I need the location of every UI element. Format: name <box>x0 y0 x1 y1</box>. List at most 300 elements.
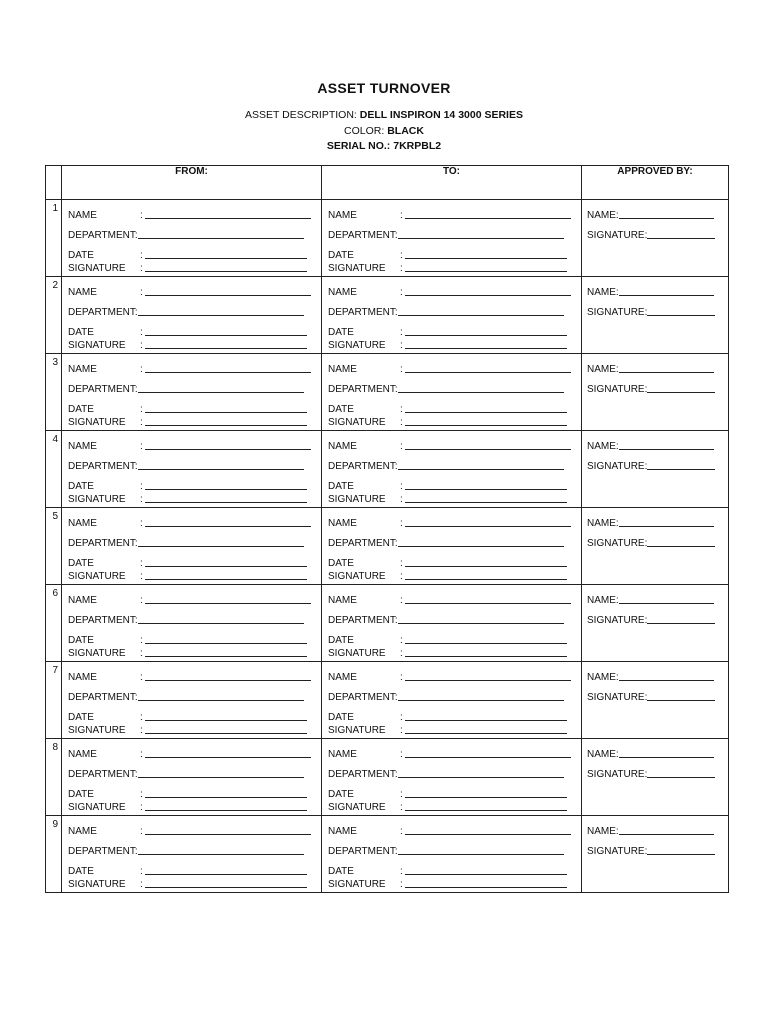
name-label: NAME <box>328 672 357 683</box>
asset-description-label: ASSET DESCRIPTION: <box>245 109 357 121</box>
blank-line[interactable] <box>145 488 307 490</box>
blank-line[interactable] <box>145 719 307 721</box>
approver-signature-label: SIGNATURE: <box>587 769 648 780</box>
blank-line[interactable] <box>405 719 567 721</box>
department-label: DEPARTMENT: <box>328 769 398 780</box>
blank-line[interactable] <box>398 776 564 778</box>
colon: : <box>400 802 403 813</box>
from-cell <box>62 354 322 431</box>
date-label: DATE <box>68 866 94 877</box>
blank-line[interactable] <box>145 347 307 349</box>
approver-signature-field[interactable] <box>582 837 728 857</box>
blank-line[interactable] <box>398 391 564 393</box>
signature-label: SIGNATURE <box>328 648 386 659</box>
colon: : <box>400 250 403 261</box>
colon: : <box>140 789 143 800</box>
blank-line[interactable] <box>145 655 307 657</box>
to-date-field[interactable] <box>322 241 581 261</box>
department-label: DEPARTMENT: <box>328 230 398 241</box>
to-name-field[interactable] <box>322 278 581 298</box>
to-signature-field[interactable] <box>322 569 581 582</box>
from-signature-field[interactable] <box>62 646 321 659</box>
blank-line[interactable] <box>138 314 304 316</box>
colon: : <box>140 481 143 492</box>
blank-line[interactable] <box>398 699 564 701</box>
blank-line[interactable] <box>145 501 307 503</box>
table-row <box>46 816 729 893</box>
to-date-field[interactable] <box>322 780 581 800</box>
blank-line[interactable] <box>647 391 715 393</box>
blank-line[interactable] <box>405 578 567 580</box>
name-label: NAME <box>328 749 357 760</box>
from-name-field[interactable] <box>62 355 321 375</box>
blank-line[interactable] <box>647 622 715 624</box>
blank-line[interactable] <box>619 602 714 604</box>
header-from: FROM: <box>62 166 322 200</box>
blank-line[interactable] <box>647 853 715 855</box>
approver-name-label: NAME: <box>587 826 619 837</box>
from-name-field[interactable] <box>62 740 321 760</box>
blank-line[interactable] <box>138 237 304 239</box>
colon: : <box>400 263 403 274</box>
blank-line[interactable] <box>138 545 304 547</box>
blank-line[interactable] <box>619 448 714 450</box>
to-date-field[interactable] <box>322 626 581 646</box>
blank-line[interactable] <box>405 347 567 349</box>
from-cell <box>62 277 322 354</box>
asset-color <box>0 125 768 137</box>
blank-line[interactable] <box>138 699 304 701</box>
approved-by-cell <box>582 200 729 277</box>
blank-line[interactable] <box>398 468 564 470</box>
table-row <box>46 739 729 816</box>
blank-line[interactable] <box>619 833 714 835</box>
blank-line[interactable] <box>405 602 571 604</box>
name-label: NAME <box>68 595 97 606</box>
from-department-field[interactable] <box>62 221 321 241</box>
signature-label: SIGNATURE <box>328 417 386 428</box>
department-label: DEPARTMENT: <box>328 307 398 318</box>
department-label: DEPARTMENT: <box>68 846 138 857</box>
department-label: DEPARTMENT: <box>68 384 138 395</box>
turnover-table <box>45 165 729 893</box>
approver-name-field[interactable] <box>582 355 728 375</box>
table-row <box>46 277 729 354</box>
header-to: TO: <box>322 166 582 200</box>
page-title: ASSET TURNOVER <box>317 80 451 96</box>
signature-label: SIGNATURE <box>68 725 126 736</box>
name-label: NAME <box>328 441 357 452</box>
blank-line[interactable] <box>405 448 571 450</box>
colon: : <box>400 287 403 298</box>
department-label: DEPARTMENT: <box>68 230 138 241</box>
asset-color-value: BLACK <box>387 125 424 137</box>
colon: : <box>140 879 143 890</box>
colon: : <box>400 879 403 890</box>
from-department-field[interactable] <box>62 375 321 395</box>
date-label: DATE <box>68 481 94 492</box>
blank-line[interactable] <box>647 314 715 316</box>
to-cell <box>322 354 582 431</box>
to-date-field[interactable] <box>322 395 581 415</box>
to-signature-field[interactable] <box>322 415 581 428</box>
table-row <box>46 200 729 277</box>
asset-serial-value: 7KRPBL2 <box>393 140 442 152</box>
to-signature-field[interactable] <box>322 877 581 890</box>
from-department-field[interactable] <box>62 529 321 549</box>
date-label: DATE <box>68 404 94 415</box>
blank-line[interactable] <box>405 833 571 835</box>
to-signature-field[interactable] <box>322 646 581 659</box>
to-name-field[interactable] <box>322 817 581 837</box>
to-name-field[interactable] <box>322 663 581 683</box>
to-department-field[interactable] <box>322 837 581 857</box>
from-department-field[interactable] <box>62 606 321 626</box>
colon: : <box>400 494 403 505</box>
from-signature-field[interactable] <box>62 261 321 274</box>
to-date-field[interactable] <box>322 318 581 338</box>
blank-line[interactable] <box>405 257 567 259</box>
asset-serial-label: SERIAL NO.: <box>326 140 391 152</box>
colon: : <box>140 648 143 659</box>
blank-line[interactable] <box>145 294 311 296</box>
blank-line[interactable] <box>398 314 564 316</box>
colon: : <box>400 481 403 492</box>
blank-line[interactable] <box>405 525 571 527</box>
from-signature-field[interactable] <box>62 723 321 736</box>
blank-line[interactable] <box>647 545 715 547</box>
row-number: 6 <box>46 585 62 662</box>
signature-label: SIGNATURE <box>68 879 126 890</box>
from-date-field[interactable] <box>62 703 321 723</box>
to-signature-field[interactable] <box>322 338 581 351</box>
date-label: DATE <box>328 250 354 261</box>
blank-line[interactable] <box>405 565 567 567</box>
approver-name-field[interactable] <box>582 663 728 683</box>
approver-name-field[interactable] <box>582 201 728 221</box>
blank-line[interactable] <box>619 525 714 527</box>
to-signature-field[interactable] <box>322 723 581 736</box>
blank-line[interactable] <box>619 217 714 219</box>
signature-label: SIGNATURE <box>328 263 386 274</box>
to-name-field[interactable] <box>322 740 581 760</box>
from-name-field[interactable] <box>62 663 321 683</box>
to-department-field[interactable] <box>322 298 581 318</box>
signature-label: SIGNATURE <box>68 340 126 351</box>
row-number: 1 <box>46 200 62 277</box>
blank-line[interactable] <box>619 756 714 758</box>
blank-line[interactable] <box>405 679 571 681</box>
blank-line[interactable] <box>405 488 567 490</box>
colon: : <box>140 635 143 646</box>
to-cell <box>322 662 582 739</box>
from-department-field[interactable] <box>62 298 321 318</box>
to-department-field[interactable] <box>322 606 581 626</box>
table-row <box>46 508 729 585</box>
date-label: DATE <box>68 558 94 569</box>
from-name-field[interactable] <box>62 278 321 298</box>
from-signature-field[interactable] <box>62 492 321 505</box>
approver-name-field[interactable] <box>582 586 728 606</box>
date-label: DATE <box>328 789 354 800</box>
approver-name-field[interactable] <box>582 740 728 760</box>
colon: : <box>400 595 403 606</box>
colon: : <box>400 826 403 837</box>
colon: : <box>140 725 143 736</box>
blank-line[interactable] <box>405 655 567 657</box>
approver-name-label: NAME: <box>587 672 619 683</box>
colon: : <box>400 749 403 760</box>
to-signature-field[interactable] <box>322 261 581 274</box>
blank-line[interactable] <box>138 776 304 778</box>
approved-by-cell <box>582 816 729 893</box>
blank-line[interactable] <box>145 796 307 798</box>
blank-line[interactable] <box>145 424 307 426</box>
approver-name-field[interactable] <box>582 432 728 452</box>
blank-line[interactable] <box>647 776 715 778</box>
approved-by-cell <box>582 585 729 662</box>
blank-line[interactable] <box>145 578 307 580</box>
colon: : <box>140 287 143 298</box>
blank-line[interactable] <box>145 732 307 734</box>
to-date-field[interactable] <box>322 549 581 569</box>
table-row <box>46 662 729 739</box>
blank-line[interactable] <box>145 270 307 272</box>
from-date-field[interactable] <box>62 241 321 261</box>
blank-line[interactable] <box>619 371 714 373</box>
blank-line[interactable] <box>619 294 714 296</box>
colon: : <box>400 712 403 723</box>
blank-line[interactable] <box>138 853 304 855</box>
from-signature-field[interactable] <box>62 415 321 428</box>
blank-line[interactable] <box>405 886 567 888</box>
blank-line[interactable] <box>145 257 307 259</box>
row-number: 5 <box>46 508 62 585</box>
department-label: DEPARTMENT: <box>68 692 138 703</box>
from-date-field[interactable] <box>62 395 321 415</box>
signature-label: SIGNATURE <box>68 648 126 659</box>
from-department-field[interactable] <box>62 452 321 472</box>
blank-line[interactable] <box>398 545 564 547</box>
blank-line[interactable] <box>405 873 567 875</box>
department-label: DEPARTMENT: <box>328 846 398 857</box>
colon: : <box>140 340 143 351</box>
from-date-field[interactable] <box>62 549 321 569</box>
blank-line[interactable] <box>145 642 307 644</box>
blank-line[interactable] <box>405 411 567 413</box>
colon: : <box>400 518 403 529</box>
date-label: DATE <box>328 635 354 646</box>
date-label: DATE <box>328 558 354 569</box>
to-name-field[interactable] <box>322 432 581 452</box>
blank-line[interactable] <box>145 371 311 373</box>
colon: : <box>400 648 403 659</box>
from-signature-field[interactable] <box>62 800 321 813</box>
blank-line[interactable] <box>405 796 567 798</box>
blank-line[interactable] <box>145 525 311 527</box>
approver-name-label: NAME: <box>587 518 619 529</box>
blank-line[interactable] <box>145 833 311 835</box>
date-label: DATE <box>328 327 354 338</box>
blank-line[interactable] <box>145 334 307 336</box>
signature-label: SIGNATURE <box>328 725 386 736</box>
blank-line[interactable] <box>138 622 304 624</box>
from-name-field[interactable] <box>62 509 321 529</box>
from-signature-field[interactable] <box>62 569 321 582</box>
asset-color-label: COLOR: <box>344 125 385 137</box>
blank-line[interactable] <box>405 501 567 503</box>
header-number-cell <box>46 166 62 200</box>
to-name-field[interactable] <box>322 509 581 529</box>
approver-signature-label: SIGNATURE: <box>587 307 648 318</box>
to-department-field[interactable] <box>322 452 581 472</box>
approver-name-label: NAME: <box>587 364 619 375</box>
approver-signature-field[interactable] <box>582 760 728 780</box>
row-number: 4 <box>46 431 62 508</box>
approver-signature-field[interactable] <box>582 529 728 549</box>
signature-label: SIGNATURE <box>68 417 126 428</box>
blank-line[interactable] <box>647 699 715 701</box>
blank-line[interactable] <box>405 371 571 373</box>
blank-line[interactable] <box>145 809 307 811</box>
to-date-field[interactable] <box>322 472 581 492</box>
signature-label: SIGNATURE <box>328 571 386 582</box>
department-label: DEPARTMENT: <box>68 538 138 549</box>
colon: : <box>140 826 143 837</box>
approver-name-field[interactable] <box>582 278 728 298</box>
row-number: 9 <box>46 816 62 893</box>
colon: : <box>400 635 403 646</box>
colon: : <box>140 558 143 569</box>
blank-line[interactable] <box>647 237 715 239</box>
blank-line[interactable] <box>138 468 304 470</box>
colon: : <box>140 518 143 529</box>
blank-line[interactable] <box>145 217 311 219</box>
table-body <box>46 200 729 893</box>
blank-line[interactable] <box>405 294 571 296</box>
blank-line[interactable] <box>145 411 307 413</box>
approved-by-cell <box>582 431 729 508</box>
from-cell <box>62 662 322 739</box>
blank-line[interactable] <box>145 679 311 681</box>
from-date-field[interactable] <box>62 626 321 646</box>
colon: : <box>140 595 143 606</box>
blank-line[interactable] <box>405 642 567 644</box>
to-department-field[interactable] <box>322 375 581 395</box>
from-department-field[interactable] <box>62 760 321 780</box>
approver-name-field[interactable] <box>582 817 728 837</box>
from-department-field[interactable] <box>62 837 321 857</box>
to-signature-field[interactable] <box>322 800 581 813</box>
from-name-field[interactable] <box>62 817 321 837</box>
colon: : <box>140 250 143 261</box>
to-name-field[interactable] <box>322 355 581 375</box>
from-signature-field[interactable] <box>62 877 321 890</box>
approver-signature-field[interactable] <box>582 298 728 318</box>
blank-line[interactable] <box>398 622 564 624</box>
blank-line[interactable] <box>405 334 567 336</box>
blank-line[interactable] <box>398 853 564 855</box>
row-number: 2 <box>46 277 62 354</box>
name-label: NAME <box>68 210 97 221</box>
blank-line[interactable] <box>647 468 715 470</box>
name-label: NAME <box>68 826 97 837</box>
from-date-field[interactable] <box>62 472 321 492</box>
colon: : <box>400 866 403 877</box>
blank-line[interactable] <box>405 809 567 811</box>
date-label: DATE <box>68 789 94 800</box>
date-label: DATE <box>68 327 94 338</box>
from-name-field[interactable] <box>62 586 321 606</box>
to-name-field[interactable] <box>322 586 581 606</box>
asset-description-value: DELL INSPIRON 14 3000 SERIES <box>359 109 523 121</box>
date-label: DATE <box>68 712 94 723</box>
name-label: NAME <box>328 595 357 606</box>
approver-signature-label: SIGNATURE: <box>587 461 648 472</box>
to-department-field[interactable] <box>322 529 581 549</box>
approver-signature-field[interactable] <box>582 606 728 626</box>
blank-line[interactable] <box>145 873 307 875</box>
from-signature-field[interactable] <box>62 338 321 351</box>
blank-line[interactable] <box>145 756 311 758</box>
approved-by-cell <box>582 508 729 585</box>
approved-by-cell <box>582 354 729 431</box>
to-cell <box>322 508 582 585</box>
date-label: DATE <box>68 250 94 261</box>
blank-line[interactable] <box>145 886 307 888</box>
blank-line[interactable] <box>145 602 311 604</box>
asset-description <box>0 109 768 121</box>
from-date-field[interactable] <box>62 780 321 800</box>
approver-signature-field[interactable] <box>582 221 728 241</box>
approved-by-cell <box>582 739 729 816</box>
colon: : <box>400 210 403 221</box>
from-date-field[interactable] <box>62 857 321 877</box>
from-department-field[interactable] <box>62 683 321 703</box>
from-name-field[interactable] <box>62 432 321 452</box>
to-signature-field[interactable] <box>322 492 581 505</box>
to-department-field[interactable] <box>322 221 581 241</box>
colon: : <box>140 417 143 428</box>
approver-signature-field[interactable] <box>582 683 728 703</box>
blank-line[interactable] <box>145 565 307 567</box>
to-department-field[interactable] <box>322 760 581 780</box>
to-cell <box>322 431 582 508</box>
blank-line[interactable] <box>405 756 571 758</box>
blank-line[interactable] <box>138 391 304 393</box>
approver-signature-field[interactable] <box>582 375 728 395</box>
blank-line[interactable] <box>405 217 571 219</box>
blank-line[interactable] <box>619 679 714 681</box>
signature-label: SIGNATURE <box>68 494 126 505</box>
blank-line[interactable] <box>145 448 311 450</box>
to-name-field[interactable] <box>322 201 581 221</box>
blank-line[interactable] <box>405 732 567 734</box>
blank-line[interactable] <box>405 424 567 426</box>
approver-name-field[interactable] <box>582 509 728 529</box>
to-date-field[interactable] <box>322 703 581 723</box>
date-label: DATE <box>328 712 354 723</box>
to-department-field[interactable] <box>322 683 581 703</box>
colon: : <box>400 404 403 415</box>
approver-signature-field[interactable] <box>582 452 728 472</box>
from-date-field[interactable] <box>62 318 321 338</box>
to-date-field[interactable] <box>322 857 581 877</box>
from-name-field[interactable] <box>62 201 321 221</box>
blank-line[interactable] <box>398 237 564 239</box>
department-label: DEPARTMENT: <box>68 307 138 318</box>
blank-line[interactable] <box>405 270 567 272</box>
